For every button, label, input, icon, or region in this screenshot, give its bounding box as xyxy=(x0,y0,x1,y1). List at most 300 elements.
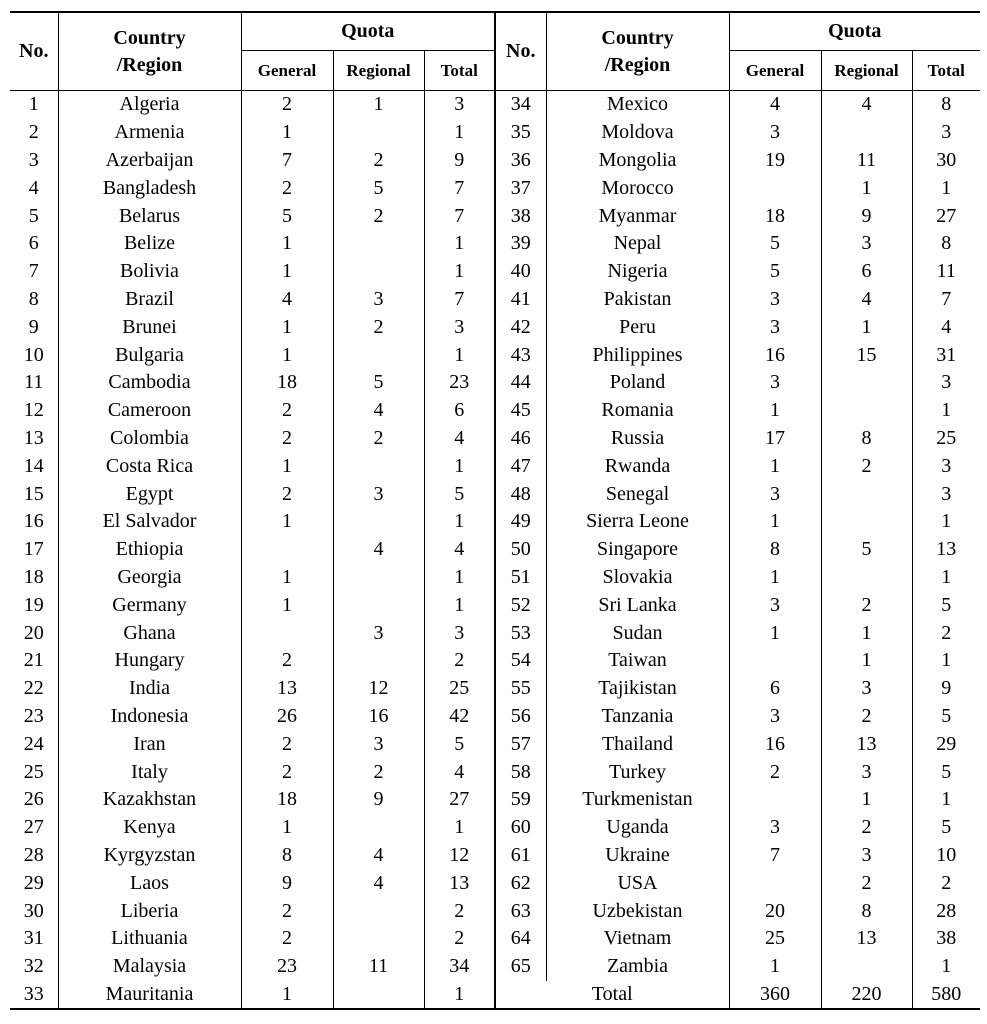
cell-regional: 3 xyxy=(821,842,912,870)
table-row xyxy=(10,536,980,564)
cell-regional: 11 xyxy=(333,953,424,981)
cell-general xyxy=(241,619,333,647)
cell-regional: 3 xyxy=(821,758,912,786)
cell-no: 13 xyxy=(23,426,44,449)
table-row xyxy=(10,369,980,397)
cell-no: 34 xyxy=(495,91,546,119)
table-row xyxy=(10,174,980,202)
cell-total: 5 xyxy=(424,730,495,758)
cell-country: Russia xyxy=(546,425,729,453)
cell-country: Nigeria xyxy=(546,258,729,286)
cell-country: El Salvador xyxy=(58,508,241,536)
cell-total: 1 xyxy=(424,341,495,369)
cell-regional xyxy=(333,897,424,925)
cell-country: Singapore xyxy=(546,536,729,564)
cell-regional: 1 xyxy=(333,91,424,119)
cell-no: 32 xyxy=(23,955,44,978)
cell-general: 4 xyxy=(729,91,821,119)
cell-country: Turkmenistan xyxy=(546,786,729,814)
cell-total: 3 xyxy=(424,619,495,647)
cell-regional: 1 xyxy=(821,174,912,202)
cell-general: 2 xyxy=(241,480,333,508)
table-row xyxy=(10,564,980,592)
header-regional-left: Regional xyxy=(333,51,424,91)
cell-country: India xyxy=(58,675,241,703)
cell-no: 40 xyxy=(495,258,546,286)
cell-country: Bangladesh xyxy=(58,174,241,202)
cell-regional: 5 xyxy=(333,369,424,397)
cell-no: 49 xyxy=(495,508,546,536)
cell-general: 18 xyxy=(729,202,821,230)
cell-general: 1 xyxy=(241,119,333,147)
cell-total: 1 xyxy=(912,953,980,981)
header-country-line2: /Region xyxy=(116,53,183,76)
cell-regional: 2 xyxy=(821,591,912,619)
cell-regional: 2 xyxy=(821,869,912,897)
table-row xyxy=(10,647,980,675)
header-general-right: General xyxy=(729,51,821,91)
cell-general: 7 xyxy=(729,842,821,870)
cell-general: 3 xyxy=(729,369,821,397)
cell-regional: 3 xyxy=(821,675,912,703)
cell-general: 9 xyxy=(241,869,333,897)
cell-country: Egypt xyxy=(58,480,241,508)
cell-general: 1 xyxy=(729,953,821,981)
header-general-left: General xyxy=(241,51,333,91)
cell-general: 3 xyxy=(729,286,821,314)
cell-no: 41 xyxy=(495,286,546,314)
cell-total: 23 xyxy=(424,369,495,397)
table-row xyxy=(10,425,980,453)
cell-no: 18 xyxy=(23,565,44,588)
cell-regional xyxy=(821,119,912,147)
cell-no: 38 xyxy=(495,202,546,230)
cell-general: 1 xyxy=(729,508,821,536)
cell-country: Slovakia xyxy=(546,564,729,592)
cell-regional: 8 xyxy=(821,897,912,925)
cell-total: 4 xyxy=(912,313,980,341)
cell-no: 51 xyxy=(495,564,546,592)
cell-total: 5 xyxy=(912,758,980,786)
cell-no: 43 xyxy=(495,341,546,369)
cell-country: Mongolia xyxy=(546,147,729,175)
cell-no: 45 xyxy=(495,397,546,425)
cell-regional: 2 xyxy=(821,452,912,480)
cell-regional xyxy=(333,508,424,536)
table-row xyxy=(10,397,980,425)
cell-no: 3 xyxy=(28,148,39,171)
cell-total: 1 xyxy=(424,591,495,619)
cell-country: Tanzania xyxy=(546,703,729,731)
table-row xyxy=(10,591,980,619)
cell-regional: 15 xyxy=(821,341,912,369)
cell-no: 9 xyxy=(28,315,39,338)
cell-no: 11 xyxy=(24,371,44,394)
cell-total: 3 xyxy=(912,452,980,480)
cell-country: Costa Rica xyxy=(58,452,241,480)
cell-country: Myanmar xyxy=(546,202,729,230)
cell-no: 23 xyxy=(23,704,44,727)
cell-no: 16 xyxy=(23,510,44,533)
cell-total: 28 xyxy=(912,897,980,925)
cell-general: 1 xyxy=(241,981,333,1010)
cell-country: Cambodia xyxy=(58,369,241,397)
cell-regional xyxy=(333,452,424,480)
cell-general: 25 xyxy=(729,925,821,953)
header-quota-left: Quota xyxy=(241,12,495,51)
cell-country: Laos xyxy=(58,869,241,897)
cell-total: 27 xyxy=(424,786,495,814)
cell-country: Brazil xyxy=(58,286,241,314)
cell-no: 47 xyxy=(495,452,546,480)
table-row xyxy=(10,897,980,925)
cell-total: 1 xyxy=(424,564,495,592)
cell-country: Ukraine xyxy=(546,842,729,870)
cell-general: 1 xyxy=(241,313,333,341)
cell-no: 44 xyxy=(495,369,546,397)
cell-no: 37 xyxy=(495,174,546,202)
cell-regional xyxy=(333,981,424,1010)
cell-no: 24 xyxy=(23,732,44,755)
cell-no: 30 xyxy=(23,899,44,922)
cell-country: Italy xyxy=(58,758,241,786)
table-body xyxy=(10,91,980,1010)
cell-country: Brunei xyxy=(58,313,241,341)
cell-country: Armenia xyxy=(58,119,241,147)
cell-no: 46 xyxy=(495,425,546,453)
cell-no: 35 xyxy=(495,119,546,147)
cell-no: 27 xyxy=(23,816,44,839)
cell-country: Indonesia xyxy=(58,703,241,731)
cell-general: 3 xyxy=(729,313,821,341)
cell-no: 63 xyxy=(495,897,546,925)
cell-country: Vietnam xyxy=(546,925,729,953)
cell-general: 1 xyxy=(729,564,821,592)
cell-country: Kyrgyzstan xyxy=(58,842,241,870)
cell-country: Thailand xyxy=(546,730,729,758)
header-country-line1: Country xyxy=(113,26,186,49)
cell-general xyxy=(729,786,821,814)
cell-regional: 9 xyxy=(821,202,912,230)
cell-total: 3 xyxy=(424,91,495,119)
table-row xyxy=(10,202,980,230)
cell-no: 15 xyxy=(23,482,44,505)
cell-total: 4 xyxy=(424,536,495,564)
cell-total: 1 xyxy=(912,174,980,202)
cell-total: 9 xyxy=(912,675,980,703)
cell-country: Sri Lanka xyxy=(546,591,729,619)
cell-regional: 5 xyxy=(821,536,912,564)
cell-general xyxy=(729,174,821,202)
cell-regional: 4 xyxy=(333,869,424,897)
cell-general: 16 xyxy=(729,730,821,758)
cell-total: 1 xyxy=(912,564,980,592)
cell-country: Nepal xyxy=(546,230,729,258)
cell-total: 2 xyxy=(424,897,495,925)
table-row xyxy=(10,258,980,286)
cell-country: USA xyxy=(546,869,729,897)
cell-no: 19 xyxy=(23,593,44,616)
cell-general: 1 xyxy=(241,258,333,286)
cell-total: 6 xyxy=(424,397,495,425)
cell-total: 34 xyxy=(424,953,495,981)
cell-total: 1 xyxy=(424,981,495,1010)
cell-general: 2 xyxy=(241,397,333,425)
cell-country: Zambia xyxy=(546,953,729,981)
cell-general: 3 xyxy=(729,591,821,619)
header-country-line1: Country xyxy=(601,26,674,49)
cell-total: 2 xyxy=(424,647,495,675)
cell-no: 48 xyxy=(495,480,546,508)
cell-regional xyxy=(333,258,424,286)
cell-regional: 13 xyxy=(821,925,912,953)
cell-no: 64 xyxy=(495,925,546,953)
cell-general: 1 xyxy=(241,814,333,842)
cell-country: Mauritania xyxy=(58,981,241,1010)
cell-regional: 13 xyxy=(821,730,912,758)
total-label: Total xyxy=(495,981,729,1010)
cell-regional: 16 xyxy=(333,703,424,731)
cell-regional: 8 xyxy=(821,425,912,453)
cell-total: 25 xyxy=(912,425,980,453)
cell-total: 8 xyxy=(912,230,980,258)
cell-regional: 4 xyxy=(821,91,912,119)
header-no-left: No. xyxy=(10,12,58,91)
cell-country: Bulgaria xyxy=(58,341,241,369)
header-country-line2: /Region xyxy=(604,53,671,76)
cell-general: 26 xyxy=(241,703,333,731)
cell-general: 1 xyxy=(729,397,821,425)
cell-general: 18 xyxy=(241,369,333,397)
cell-total: 3 xyxy=(912,480,980,508)
cell-regional: 4 xyxy=(333,397,424,425)
cell-regional xyxy=(821,564,912,592)
cell-general: 1 xyxy=(729,619,821,647)
header-no-right: No. xyxy=(495,12,546,91)
cell-no: 29 xyxy=(23,871,44,894)
cell-country: Morocco xyxy=(546,174,729,202)
cell-general: 2 xyxy=(241,730,333,758)
cell-regional xyxy=(821,508,912,536)
cell-total: 38 xyxy=(912,925,980,953)
cell-country: Romania xyxy=(546,397,729,425)
cell-country: Azerbaijan xyxy=(58,147,241,175)
cell-general: 5 xyxy=(729,258,821,286)
header-regional-right: Regional xyxy=(821,51,912,91)
cell-regional: 2 xyxy=(333,758,424,786)
cell-country: Georgia xyxy=(58,564,241,592)
cell-regional xyxy=(821,369,912,397)
cell-country: Ghana xyxy=(58,619,241,647)
cell-country: Tajikistan xyxy=(546,675,729,703)
cell-country: Ethiopia xyxy=(58,536,241,564)
cell-country: Uzbekistan xyxy=(546,897,729,925)
cell-general: 2 xyxy=(241,758,333,786)
cell-total: 1 xyxy=(424,452,495,480)
cell-country: Malaysia xyxy=(58,953,241,981)
cell-country: Lithuania xyxy=(58,925,241,953)
cell-regional xyxy=(333,925,424,953)
cell-country: Rwanda xyxy=(546,452,729,480)
header-total-left: Total xyxy=(424,51,495,91)
header-country-right xyxy=(546,12,729,91)
table-row xyxy=(10,230,980,258)
cell-regional: 3 xyxy=(333,480,424,508)
cell-no: 2 xyxy=(28,121,39,144)
cell-no: 21 xyxy=(23,649,44,672)
cell-general: 20 xyxy=(729,897,821,925)
cell-country: Kenya xyxy=(58,814,241,842)
cell-no: 14 xyxy=(23,454,44,477)
cell-total: 3 xyxy=(912,369,980,397)
cell-general: 17 xyxy=(729,425,821,453)
table-row xyxy=(10,147,980,175)
cell-general: 16 xyxy=(729,341,821,369)
cell-no: 65 xyxy=(495,953,546,981)
cell-no: 53 xyxy=(495,619,546,647)
cell-country: Taiwan xyxy=(546,647,729,675)
cell-general: 1 xyxy=(729,452,821,480)
cell-country: Hungary xyxy=(58,647,241,675)
cell-general: 23 xyxy=(241,953,333,981)
cell-total: 1 xyxy=(424,508,495,536)
cell-regional: 12 xyxy=(333,675,424,703)
cell-no: 8 xyxy=(28,287,39,310)
cell-no: 58 xyxy=(495,758,546,786)
total-general: 360 xyxy=(729,981,821,1010)
cell-total: 10 xyxy=(912,842,980,870)
cell-regional: 2 xyxy=(333,313,424,341)
cell-regional xyxy=(333,591,424,619)
cell-no: 4 xyxy=(28,176,39,199)
cell-total: 5 xyxy=(912,814,980,842)
cell-general: 19 xyxy=(729,147,821,175)
cell-no: 10 xyxy=(23,343,44,366)
cell-general: 2 xyxy=(241,91,333,119)
cell-country: Pakistan xyxy=(546,286,729,314)
cell-total: 8 xyxy=(912,91,980,119)
table-row xyxy=(10,981,980,1010)
cell-regional xyxy=(821,480,912,508)
cell-general: 4 xyxy=(241,286,333,314)
cell-total: 29 xyxy=(912,730,980,758)
cell-country: Germany xyxy=(58,591,241,619)
cell-general: 2 xyxy=(241,174,333,202)
cell-regional: 2 xyxy=(821,814,912,842)
cell-regional: 3 xyxy=(333,730,424,758)
cell-no: 5 xyxy=(28,204,39,227)
table-row xyxy=(10,869,980,897)
cell-general: 1 xyxy=(241,591,333,619)
cell-total: 13 xyxy=(424,869,495,897)
cell-regional: 3 xyxy=(333,619,424,647)
cell-no: 26 xyxy=(23,788,44,811)
cell-regional: 6 xyxy=(821,258,912,286)
cell-general xyxy=(241,536,333,564)
header-country-left xyxy=(58,12,241,91)
cell-regional: 2 xyxy=(333,147,424,175)
table-row xyxy=(10,341,980,369)
cell-country: Algeria xyxy=(58,91,241,119)
cell-general: 1 xyxy=(241,452,333,480)
total-regional: 220 xyxy=(821,981,912,1010)
cell-regional: 3 xyxy=(333,286,424,314)
cell-general: 8 xyxy=(241,842,333,870)
header-total-right: Total xyxy=(912,51,980,91)
cell-regional xyxy=(821,953,912,981)
table-row xyxy=(10,452,980,480)
cell-regional xyxy=(333,119,424,147)
cell-country: Iran xyxy=(58,730,241,758)
cell-regional: 5 xyxy=(333,174,424,202)
cell-no: 25 xyxy=(23,760,44,783)
cell-regional xyxy=(333,647,424,675)
cell-country: Moldova xyxy=(546,119,729,147)
cell-country: Senegal xyxy=(546,480,729,508)
cell-total: 1 xyxy=(912,397,980,425)
cell-country: Sudan xyxy=(546,619,729,647)
cell-regional xyxy=(333,230,424,258)
cell-general: 1 xyxy=(241,341,333,369)
cell-regional xyxy=(333,341,424,369)
cell-total: 5 xyxy=(912,703,980,731)
table-row xyxy=(10,953,980,981)
table-row xyxy=(10,703,980,731)
cell-general: 5 xyxy=(241,202,333,230)
cell-general: 3 xyxy=(729,480,821,508)
cell-no: 33 xyxy=(23,982,44,1005)
cell-general: 2 xyxy=(241,897,333,925)
cell-country: Kazakhstan xyxy=(58,786,241,814)
table-row xyxy=(10,286,980,314)
cell-no: 1 xyxy=(28,93,39,116)
cell-regional: 4 xyxy=(821,286,912,314)
total-total: 580 xyxy=(912,981,980,1010)
cell-total: 1 xyxy=(912,786,980,814)
table-row xyxy=(10,119,980,147)
cell-regional: 2 xyxy=(821,703,912,731)
cell-general: 6 xyxy=(729,675,821,703)
cell-country: Belize xyxy=(58,230,241,258)
cell-general: 2 xyxy=(241,425,333,453)
cell-country: Philippines xyxy=(546,341,729,369)
cell-no: 60 xyxy=(495,814,546,842)
cell-total: 4 xyxy=(424,758,495,786)
cell-total: 1 xyxy=(912,647,980,675)
cell-total: 13 xyxy=(912,536,980,564)
cell-general: 3 xyxy=(729,814,821,842)
header-quota-right: Quota xyxy=(729,12,980,51)
table-row xyxy=(10,91,980,119)
cell-total: 2 xyxy=(424,925,495,953)
cell-general: 13 xyxy=(241,675,333,703)
cell-no: 54 xyxy=(495,647,546,675)
cell-general: 2 xyxy=(241,925,333,953)
cell-no: 56 xyxy=(495,703,546,731)
cell-country: Bolivia xyxy=(58,258,241,286)
cell-total: 1 xyxy=(424,814,495,842)
cell-total: 1 xyxy=(912,508,980,536)
table-row xyxy=(10,508,980,536)
cell-total: 7 xyxy=(424,286,495,314)
cell-no: 55 xyxy=(495,675,546,703)
cell-total: 7 xyxy=(424,202,495,230)
cell-regional: 4 xyxy=(333,536,424,564)
cell-total: 3 xyxy=(912,119,980,147)
cell-general: 18 xyxy=(241,786,333,814)
cell-no: 17 xyxy=(23,538,44,561)
cell-general xyxy=(729,869,821,897)
